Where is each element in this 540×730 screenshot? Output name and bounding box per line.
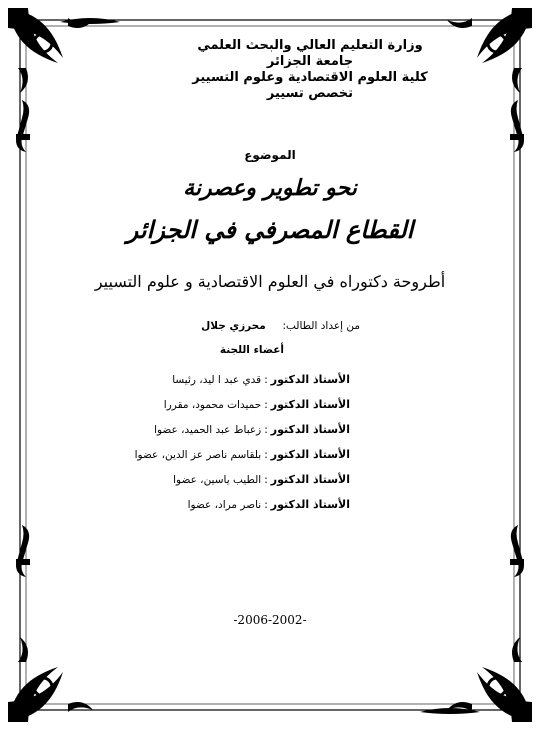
committee-heading: أعضاء اللجنة [219,344,284,356]
member-role: الأستاذ الدكتور [270,473,350,486]
committee-member: الأستاذ الدكتور:زعباط عبد الحميد، عضوا [154,423,350,436]
committee-member: الأستاذ الدكتور:قدي عبد ا ليد، رئيسا [172,373,350,386]
student-name: محرزي جلال [201,320,266,332]
member-role: الأستاذ الدكتور [270,423,350,436]
member-name: بلقاسم ناصر عز الدين، عضوا [134,449,262,461]
thesis-type: أطروحة دكتوراه في العلوم الاقتصادية و علوم التسيير [94,272,446,291]
member-name: زعباط عبد الحميد، عضوا [154,424,262,436]
university-name: جامعة الجزائر [266,54,354,69]
side-ornament-right-upper [510,100,524,152]
member-role: الأستاذ الدكتور [270,498,350,511]
prepared-by [201,320,360,332]
side-ornament-left-upper [16,100,30,152]
member-role: الأستاذ الدكتور [270,448,350,461]
member-name: قدي عبد ا ليد، رئيسا [172,374,262,386]
prepared-by-label: من إعداد الطالب: [282,320,360,332]
committee-member: الأستاذ الدكتور:ناصر مراد، عضوا [187,498,350,511]
thesis-title-line-1: نحو تطوير وعصرنة [183,175,357,201]
member-role: الأستاذ الدكتور [270,373,350,386]
member-name: ناصر مراد، عضوا [187,499,262,511]
academic-year: -2006-2002- [233,613,307,627]
ministry-name: وزارة التعليم العالي والبحث العلمي [197,38,423,53]
member-role: الأستاذ الدكتور [270,398,350,411]
faculty-name: كلية العلوم الاقتصادية وعلوم التسيير [192,70,428,85]
committee-member: الأستاذ الدكتور:حميدات محمود، مقررا [163,398,350,411]
side-ornament-right-lower [510,525,524,577]
committee-member: الأستاذ الدكتور:الطيب ياسين، عضوا [173,473,350,486]
side-ornament-left-lower [16,525,30,577]
committee-member: الأستاذ الدكتور:بلقاسم ناصر عز الدين، عضوا [134,448,350,461]
member-name: الطيب ياسين، عضوا [173,474,262,486]
specialty-name: تخصص تسيير [266,86,354,101]
subject-label: الموضوع [244,148,296,162]
corner-ornament-bottom-left [8,637,93,722]
thesis-title-line-2: القطاع المصرفي في الجزائر [126,215,414,244]
member-name: حميدات محمود، مقررا [163,399,262,411]
